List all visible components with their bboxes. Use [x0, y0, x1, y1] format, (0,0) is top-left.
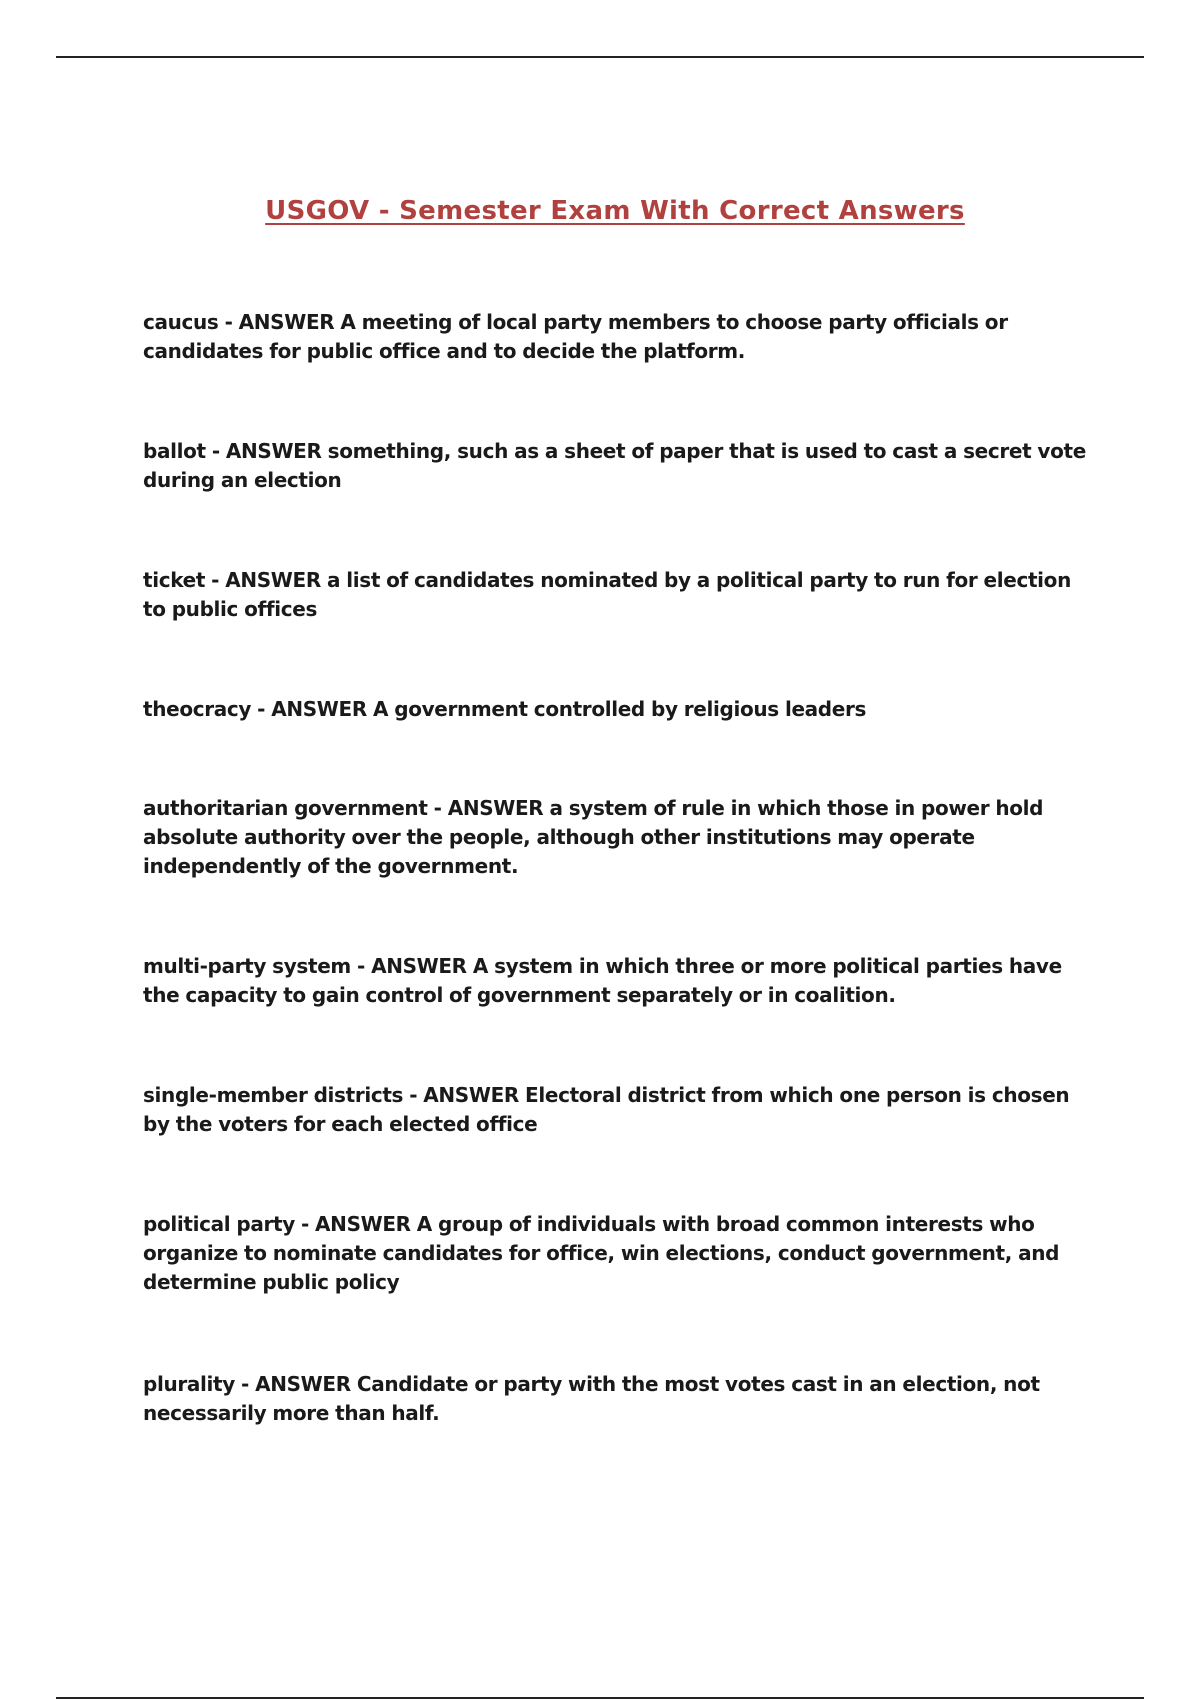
bottom-rule — [56, 1697, 1144, 1699]
flashcard-entry-ticket: ticket - ANSWER a list of candidates nominated by a political party to run for election to public offices — [143, 568, 1071, 621]
flashcard-entry-authoritarian-government: authoritarian government - ANSWER a system of rule in which those in power hold absolute authority over the people, although other institutions may operate independently of the government. — [143, 796, 1044, 878]
flashcard-entry-single-member-districts: single-member districts - ANSWER Electoral district from which one person is chosen by the voters for each elected office — [143, 1083, 1070, 1136]
flashcard-entry-ballot: ballot - ANSWER something, such as a sheet of paper that is used to cast a secret vote during an election — [143, 439, 1086, 492]
flashcard-entry-political-party: political party - ANSWER A group of individuals with broad common interests who organize to nominate candidates for office, win elections, conduct government, and determine public policy — [143, 1212, 1060, 1294]
flashcard-entry-multi-party-system: multi-party system - ANSWER A system in which three or more political parties have the capacity to gain control of government separately or in coalition. — [143, 954, 1062, 1007]
flashcard-entry-theocracy: theocracy - ANSWER A government controlled by religious leaders — [143, 697, 867, 721]
document-title: USGOV - Semester Exam With Correct Answers — [265, 196, 965, 226]
flashcard-entry-caucus: caucus - ANSWER A meeting of local party members to choose party officials or candidates for public office and to decide the platform. — [143, 310, 1008, 363]
flashcard-entry-plurality: plurality - ANSWER Candidate or party with the most votes cast in an election, not necessarily more than half. — [143, 1372, 1040, 1425]
